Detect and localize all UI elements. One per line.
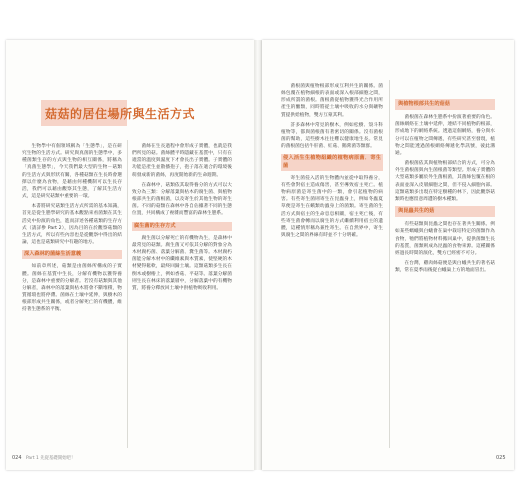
chapter-title: 菇菇的居住場所與生活方式 <box>45 106 196 121</box>
paragraph: 菌絲在生長過程中會形成子實體，也就是我們所見的菇。菌絲體平時隱藏在基質中，只有在適當的溫度與濕度下才會長出子實體。子實體的功能是產生並散播孢子，孢子落在適合的環境後萌發成新的菌絲，再度開始新的生命週期。 <box>132 144 232 178</box>
paragraph: 菌根菌在森林生態系中扮演著重要的角色。菌絲網絡在土壤中延伸，連結不同植物的根部，形成地下的網絡系統。透過這個網絡，養分與水分可以在植物之間傳遞，有些研究甚至發現，植物之間能透過菌根網絡傳遞化學訊號，彼此溝通。 <box>395 115 495 156</box>
paragraph: 本書將研究菇類生活方式所需的基本知識，首先是從生態學研究的基本觀點來看菌類在其生活史中扮演的角色，進而詳述各種菇類的生存方式（請詳參 Part 2），因為目的在於觀察菇類的生活方式，所以有些內容也是從觀察中得出的結論，這也是菇類研究中有趣的地方。 <box>22 204 122 246</box>
section-heading: 深入森林的菌絲生活意義 <box>22 250 122 259</box>
left-footer <box>12 455 75 461</box>
right-column-1 <box>281 83 383 449</box>
section-heading: 與植物根部共生的菇菇 <box>395 99 495 110</box>
left-column-2 <box>132 143 232 449</box>
right-footer <box>496 455 506 461</box>
column-divider <box>127 140 128 448</box>
running-footer: Part 1 先從基礎開始吧！ <box>25 456 76 461</box>
paragraph: 在森林中，菇類依其取得養分的方式可以大致分為三類：分解落葉與枯木的腐生菌、與植物根部共生的菌根菌，以及寄生於其他生物的寄生菌。不同的菇類在森林中各自佔據著不同的生態位置，共同構成了複雜而豐富的森林生態系。 <box>132 182 232 217</box>
page-number: 025 <box>496 455 506 461</box>
paragraph: 菌根菌與植物根部形成互利共生的關係。菌絲包覆在植物細根的表面或深入根部細胞之間，形成所謂的菌根。菌根菌從植物獲得光合作用所產生的醣類，同時將從土壤中吸收的水分與礦物質提供給植物，雙方互蒙其利。 <box>281 84 383 118</box>
paragraph: 寄生菌侵入活的生物體內並從中取得養分，有些會對宿主造成傷害，甚至導致宿主死亡。植物病原菌是寄生菌中的一類，會引起植物的病害。有些寄生菌則寄生在昆蟲身上，例如冬蟲夏草便是寄生在蛾類幼蟲身上的菌類。寄生菌的生活方式與宿主的生命息息相關，宿主死亡後，有些寄生菌會轉而以腐生的方式繼續利用宿主的遺體，這種情形稱為兼性寄生。在自然界中，寄生與腐生之間的界線有時並不十分明確。 <box>281 175 383 238</box>
left-column-1 <box>22 143 122 449</box>
chapter-title-box <box>41 100 196 126</box>
paragraph: 有些菇類與昆蟲之間也存在著共生關係。例如某些螞蟻與白蟻會在巢中栽培特定的菌類作為食物，牠們將植物材料搬回巢中，提供菌類生長的基質，菌類則成為昆蟲的食物來源。這種關係經過長時間的演化，雙方已經密不可分。 <box>395 222 495 256</box>
paragraph: 菌根菌依其與植物根部結合的方式，可分為外生菌根菌與內生菌根菌等類型。形成子實體的大型菇類多屬於外生菌根菌，其菌絲包覆在根的表面並深入皮層細胞之間，但不侵入細胞內部。這類菇類多出現在特定樹種的林下，因此觀察菇類時也應留意周遭的樹木種類。 <box>395 161 495 202</box>
paragraph: 腐生菌以分解死亡的有機物為生，是森林中最常見的菇類。腐生菌又可依其分解的對象分為木材腐朽菌、落葉分解菌、糞生菌等。木材腐朽菌能分解木材中的纖維素與木質素，使堅硬的木材變得鬆軟，最終回歸土壤。這類菇類多生長在倒木或樹樁上，例如香菇、平菇等。落葉分解菌則生長在林床的落葉層中，分解落葉中的有機物質，將養分釋放回土壤中供植物吸收利用。 <box>132 235 232 291</box>
paragraph: 生物學中有個領域稱為「生態學」，是在研究生物的生活方式。研究與真菌的生態學中，多種菌類生存的方式與生物的相互關係，將稱為「真菌生態學」，今天我們最大型的生物－菇類的生活方式與形狀有關，各種菇類在生長時會選擇以什麼為食物，是藉由何種機制可以生長存活，我們可以藉由觀察其生態，了解其生活方式，這是研究菇類中重要的一環。 <box>22 144 122 200</box>
column-divider <box>389 80 390 448</box>
paragraph: 如前章所述，菇類是由菌絲所構成的子實體。菌絲在基質中生長，分解有機物以獲得養分，是森林中重要的分解者。若沒有菇類與其他分解者，森林中的落葉與枯木將會不斷堆積，物質循環也將停滯。菌絲在土壤中延伸，與樹木的根部形成共生關係，或者分解死亡的有機體，維持著生態系的平衡。 <box>22 264 122 313</box>
paragraph: 許多森林中常見的樹木，例如松樹、殼斗科植物等，都與菌根菌有著密切的關係。沒有菌根菌的幫助，這些樹木往往難以健康地生長。常見的菌根菌包括牛肝菌、紅菇、鵝膏菌等類群。 <box>281 122 383 150</box>
section-heading: 腐生菌的生存方式 <box>132 222 232 231</box>
section-heading: 與昆蟲共生的菇 <box>395 206 495 217</box>
gutter <box>254 40 262 470</box>
right-column-2 <box>395 99 495 449</box>
section-heading: 侵入活生生植物組織的植物病原菌．寄生菌 <box>281 154 383 170</box>
page-number: 024 <box>12 455 22 461</box>
paragraph: 在台灣，雞肉絲菇便是與白蟻共生的著名菇類，常在夏季雨後從白蟻巢上方的地面冒出。 <box>395 260 495 274</box>
